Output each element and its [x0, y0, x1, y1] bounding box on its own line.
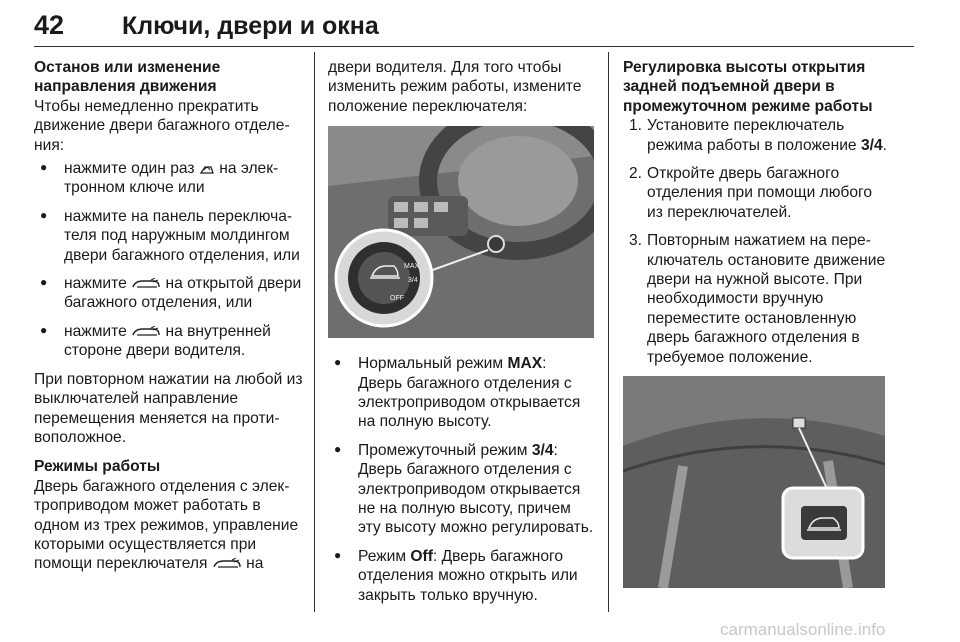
list-item-text: на внутренней стороне двери водителя.	[64, 322, 271, 360]
list-item	[34, 322, 306, 361]
mode-key: MAX	[507, 355, 543, 373]
step-number: 1.	[629, 117, 643, 135]
section-heading: Останов или изменение направления движения	[34, 59, 221, 96]
tailgate-switch-photo	[623, 376, 885, 588]
header-rule	[34, 46, 914, 47]
list-item-text: Нормальный режим	[358, 355, 504, 373]
page-header	[0, 0, 960, 48]
key-fob-icon	[199, 163, 215, 175]
list-item-text: на электронном ключе или	[64, 160, 279, 197]
door-switch-illustration	[328, 126, 594, 338]
paragraph-text: Дверь багажного отделения с электроприводом может работать в одном из трех режимов, управление которыми осуществляется при помощи переключателя	[34, 477, 299, 573]
list-item	[328, 354, 594, 432]
dial-label-max: MAX	[404, 263, 420, 271]
column-divider	[608, 52, 609, 612]
section-heading: Режимы работы	[34, 458, 161, 476]
column-3	[623, 58, 889, 588]
watermark: carmanualsonline.info	[720, 620, 886, 639]
list-item	[34, 274, 306, 313]
bullet-list	[328, 354, 594, 605]
tailgate-icon	[131, 326, 161, 338]
page-number: 42	[34, 10, 65, 40]
paragraph: При повторном нажатии на любой из выключателей направление перемещения меняется на противоположное.	[34, 370, 303, 446]
list-item-text: : Дверь багажного отделения с электроприводом открывается на полную высоту.	[358, 355, 581, 431]
paragraph	[34, 477, 306, 574]
column-2	[328, 58, 594, 614]
tailgate-icon	[131, 278, 161, 290]
list-item-text: на открытой двери багажного отделения, или	[64, 275, 302, 312]
column-1	[34, 58, 306, 574]
list-item	[623, 164, 889, 222]
step-number: 3.	[629, 232, 643, 250]
list-item	[328, 441, 594, 538]
list-item-text: Режим	[358, 547, 407, 565]
dial-label-3-4: 3/4	[408, 277, 418, 285]
step-number: 2.	[629, 165, 643, 183]
list-item-text: Промежуточный режим	[358, 441, 528, 459]
list-item	[328, 547, 594, 605]
list-item-text: нажмите	[64, 275, 127, 293]
list-item	[623, 231, 889, 367]
paragraph: Чтобы немедленно прекратить движение двери багажного отделения:	[34, 97, 290, 154]
mode-key: 3/4	[531, 441, 554, 459]
door-switch-photo	[328, 126, 594, 338]
list-item	[623, 116, 889, 155]
section-heading: Регулировка высоты открытия задней подъемной двери в промежуточном режиме работы	[623, 59, 873, 115]
list-item-text: нажмите один раз	[64, 160, 195, 178]
paragraph-text: на	[246, 555, 264, 573]
dial-label-off: OFF	[390, 295, 404, 303]
list-item-text: .	[882, 136, 887, 154]
list-item-text: Установите переключатель режима работы в положение	[647, 117, 857, 154]
mode-key: Off	[410, 547, 433, 565]
list-item-text: : Дверь багажного отделения с электроприводом открывается не на полную высоту, причем эту высоту можно регулировать.	[358, 441, 594, 537]
list-item	[34, 159, 306, 198]
list-item	[34, 207, 306, 265]
list-item-text: нажмите на панель переключателя под наружным молдингом двери багажного отделения, или	[64, 207, 300, 264]
bullet-list	[34, 159, 306, 361]
paragraph: двери водителя. Для того чтобы изменить режим работы, измените положение переключателя:	[328, 59, 582, 115]
list-item-text: нажмите	[64, 322, 127, 340]
tailgate-switch-illustration	[623, 376, 885, 588]
chapter-title: Ключи, двери и окна	[122, 12, 379, 40]
numbered-list	[623, 116, 889, 367]
mode-key: 3/4	[860, 136, 883, 154]
column-divider	[314, 52, 315, 612]
list-item-text: Откройте дверь багажного отделения при помощи любого из переключателей.	[647, 165, 873, 221]
tailgate-icon	[212, 558, 242, 570]
list-item-text: : Дверь багажного отделения можно открыть или закрыть только вручную.	[358, 547, 578, 604]
list-item-text: Повторным нажатием на переключатель остановите движение двери на нужной высоте. При необходимости вручную переместите остановленную дверь багажного отделения в требуемое положение.	[647, 232, 886, 366]
